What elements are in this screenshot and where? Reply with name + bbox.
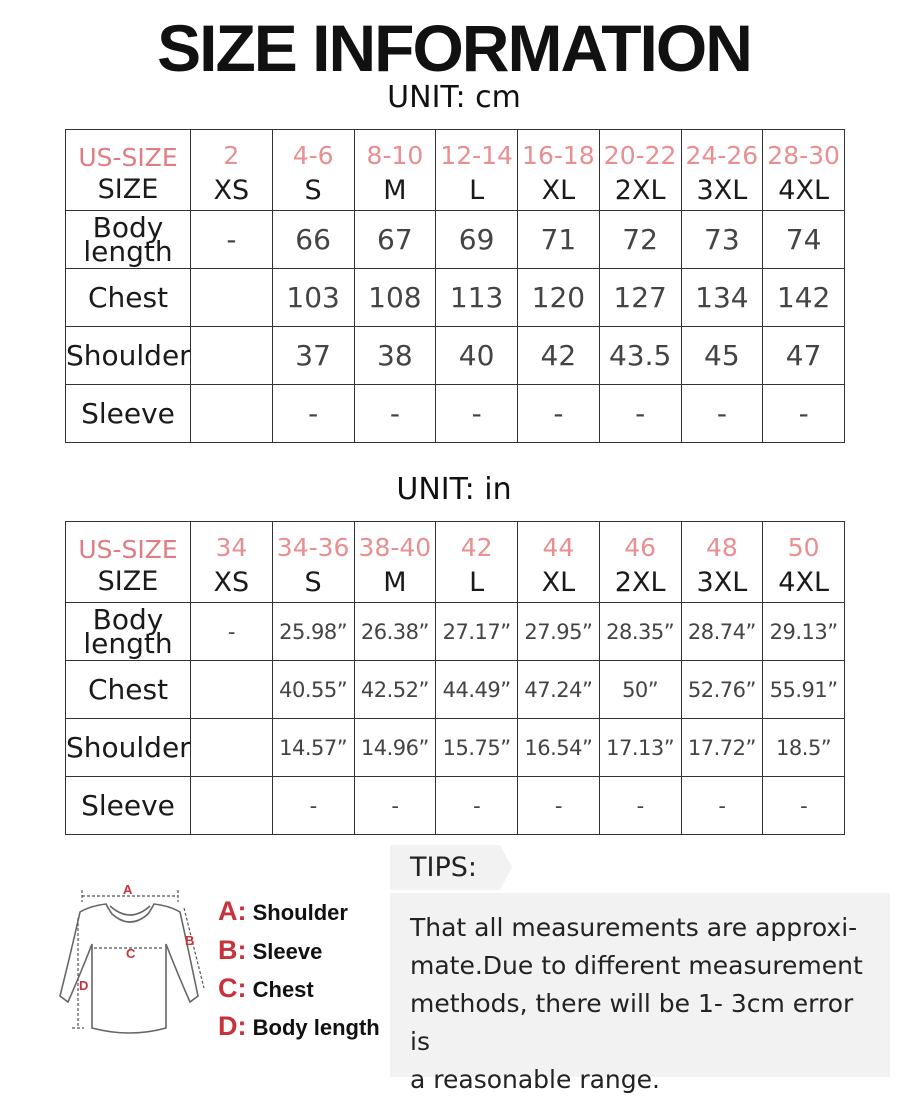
- table-cell: 18.5”: [763, 719, 845, 777]
- table-cell: 103: [272, 269, 354, 327]
- row-label-chest: Chest: [66, 661, 191, 719]
- row-label-line: Body: [92, 602, 164, 636]
- table-cell: 15.75”: [436, 719, 518, 777]
- us-size-row: [66, 130, 845, 171]
- table-cell: 108: [354, 269, 436, 327]
- table-cell: 14.57”: [272, 719, 354, 777]
- table-cell: 113: [436, 269, 518, 327]
- table-cell: 44.49”: [436, 661, 518, 719]
- in-unit-label: UNIT: in: [396, 472, 512, 507]
- table-cell: 47.24”: [518, 661, 600, 719]
- legend-item-body-length: [218, 1011, 380, 1042]
- diagram-letter-d: D: [79, 978, 89, 993]
- table-row: [66, 385, 845, 443]
- tips-box: [390, 893, 890, 1094]
- size-cell: 2XL: [599, 170, 681, 211]
- row-label-chest: Chest: [66, 269, 191, 327]
- diagram-letter-c: C: [126, 946, 136, 961]
- table-cell: 42: [518, 327, 600, 385]
- table-cell: 47: [763, 327, 845, 385]
- row-label-sleeve: Sleeve: [66, 777, 191, 835]
- table-row: [66, 269, 845, 327]
- table-cell: 38: [354, 327, 436, 385]
- size-label: SIZE: [66, 170, 191, 211]
- us-size-label: US-SIZE: [66, 130, 191, 171]
- table-cell: 29.13”: [763, 603, 845, 661]
- table-cell: [191, 777, 273, 835]
- us-size-cell: 20-22: [599, 130, 681, 171]
- table-cell: 69: [436, 211, 518, 269]
- size-row: [66, 562, 845, 603]
- table-cell: -: [518, 385, 600, 443]
- row-label-line: length: [83, 234, 173, 268]
- table-cell: 120: [518, 269, 600, 327]
- legend-letter: B:: [218, 935, 247, 965]
- table-cell: -: [681, 385, 763, 443]
- row-label-sleeve: Sleeve: [66, 385, 191, 443]
- diagram-letter-b: B: [185, 933, 195, 948]
- cm-unit-label: UNIT: cm: [387, 80, 521, 115]
- legend-item-sleeve: [218, 935, 322, 966]
- table-cell: 50”: [599, 661, 681, 719]
- size-cell: L: [436, 170, 518, 211]
- table-cell: 55.91”: [763, 661, 845, 719]
- table-cell: 42.52”: [354, 661, 436, 719]
- table-cell: [191, 327, 273, 385]
- legend-item-shoulder: [218, 896, 348, 927]
- table-cell: -: [681, 777, 763, 835]
- us-size-cell: 50: [763, 522, 845, 563]
- in-size-table: [65, 521, 845, 835]
- row-label-shoulder: Shoulder: [66, 719, 191, 777]
- size-cell: M: [354, 562, 436, 603]
- size-cell: 4XL: [763, 170, 845, 211]
- size-cell: S: [272, 562, 354, 603]
- table-cell: 16.54”: [518, 719, 600, 777]
- legend-text: Shoulder: [252, 900, 348, 925]
- page-title: SIZE INFORMATION: [157, 11, 751, 85]
- table-cell: 25.98”: [272, 603, 354, 661]
- size-cell: L: [436, 562, 518, 603]
- tips-label-box: [390, 845, 500, 890]
- table-cell: -: [436, 385, 518, 443]
- legend-text: Chest: [252, 977, 314, 1002]
- size-cell: XS: [191, 562, 273, 603]
- table-cell: -: [191, 211, 273, 269]
- table-cell: -: [763, 777, 845, 835]
- size-cell: XL: [518, 562, 600, 603]
- us-size-cell: 16-18: [518, 130, 600, 171]
- table-cell: [191, 661, 273, 719]
- legend-letter: C:: [218, 973, 247, 1003]
- cm-size-table: [65, 129, 845, 443]
- us-size-cell: 4-6: [272, 130, 354, 171]
- table-cell: -: [763, 385, 845, 443]
- table-cell: 40: [436, 327, 518, 385]
- table-cell: 17.72”: [681, 719, 763, 777]
- legend-letter: D:: [218, 1011, 247, 1041]
- size-cell: XL: [518, 170, 600, 211]
- tips-line: mate.Due to different measurement: [410, 951, 863, 980]
- table-cell: 17.13”: [599, 719, 681, 777]
- size-cell: XS: [191, 170, 273, 211]
- us-size-cell: 38-40: [354, 522, 436, 563]
- table-cell: 72: [599, 211, 681, 269]
- tips-line: That all measurements are approxi-: [410, 913, 858, 942]
- table-cell: 52.76”: [681, 661, 763, 719]
- table-cell: 14.96”: [354, 719, 436, 777]
- table-cell: 73: [681, 211, 763, 269]
- table-cell: 134: [681, 269, 763, 327]
- row-label-line: length: [83, 626, 173, 660]
- size-cell: M: [354, 170, 436, 211]
- table-cell: 40.55”: [272, 661, 354, 719]
- table-row: [66, 327, 845, 385]
- table-row: [66, 211, 845, 269]
- tips-line: a reasonable range.: [410, 1065, 660, 1094]
- legend-text: Body length: [252, 1015, 380, 1040]
- table-cell: 142: [763, 269, 845, 327]
- table-cell: -: [599, 777, 681, 835]
- table-cell: -: [272, 777, 354, 835]
- table-cell: 28.35”: [599, 603, 681, 661]
- row-label-line: Body: [92, 210, 164, 244]
- table-cell: -: [599, 385, 681, 443]
- diagram-letter-a: A: [123, 882, 133, 897]
- us-size-cell: 2: [191, 130, 273, 171]
- table-cell: -: [354, 777, 436, 835]
- us-size-cell: 48: [681, 522, 763, 563]
- row-label-body-length: [66, 603, 191, 661]
- size-row: [66, 170, 845, 211]
- tips-label: TIPS:: [410, 852, 477, 883]
- size-cell: 3XL: [681, 170, 763, 211]
- us-size-cell: 34-36: [272, 522, 354, 563]
- table-cell: -: [191, 603, 273, 661]
- table-cell: 45: [681, 327, 763, 385]
- row-label-body-length: [66, 211, 191, 269]
- table-cell: 127: [599, 269, 681, 327]
- table-cell: -: [272, 385, 354, 443]
- us-size-cell: 24-26: [681, 130, 763, 171]
- table-cell: 74: [763, 211, 845, 269]
- us-size-row: [66, 522, 845, 563]
- us-size-cell: 8-10: [354, 130, 436, 171]
- table-cell: 27.17”: [436, 603, 518, 661]
- table-cell: -: [354, 385, 436, 443]
- table-row: [66, 719, 845, 777]
- us-size-cell: 44: [518, 522, 600, 563]
- us-size-cell: 28-30: [763, 130, 845, 171]
- us-size-cell: 34: [191, 522, 273, 563]
- table-cell: 43.5: [599, 327, 681, 385]
- legend-letter: A:: [218, 896, 247, 926]
- tips-line: methods, there will be 1- 3cm error is: [410, 989, 854, 1056]
- row-label-shoulder: Shoulder: [66, 327, 191, 385]
- size-cell: 4XL: [763, 562, 845, 603]
- us-size-cell: 42: [436, 522, 518, 563]
- table-row: [66, 777, 845, 835]
- table-cell: [191, 385, 273, 443]
- table-cell: 66: [272, 211, 354, 269]
- table-cell: 27.95”: [518, 603, 600, 661]
- table-cell: 37: [272, 327, 354, 385]
- table-cell: [191, 269, 273, 327]
- table-cell: 26.38”: [354, 603, 436, 661]
- table-cell: [191, 719, 273, 777]
- shirt-measurement-icon: [48, 878, 213, 1043]
- legend-item-chest: [218, 973, 314, 1004]
- size-label: SIZE: [66, 562, 191, 603]
- us-size-cell: 46: [599, 522, 681, 563]
- legend-text: Sleeve: [252, 939, 323, 964]
- size-cell: S: [272, 170, 354, 211]
- us-size-label: US-SIZE: [66, 522, 191, 563]
- table-cell: -: [436, 777, 518, 835]
- table-cell: -: [518, 777, 600, 835]
- table-cell: 28.74”: [681, 603, 763, 661]
- tips-text: [410, 909, 880, 1099]
- table-cell: 71: [518, 211, 600, 269]
- size-cell: 2XL: [599, 562, 681, 603]
- us-size-cell: 12-14: [436, 130, 518, 171]
- table-row: [66, 661, 845, 719]
- tips-arrow: [500, 845, 512, 890]
- table-cell: 67: [354, 211, 436, 269]
- size-cell: 3XL: [681, 562, 763, 603]
- table-row: [66, 603, 845, 661]
